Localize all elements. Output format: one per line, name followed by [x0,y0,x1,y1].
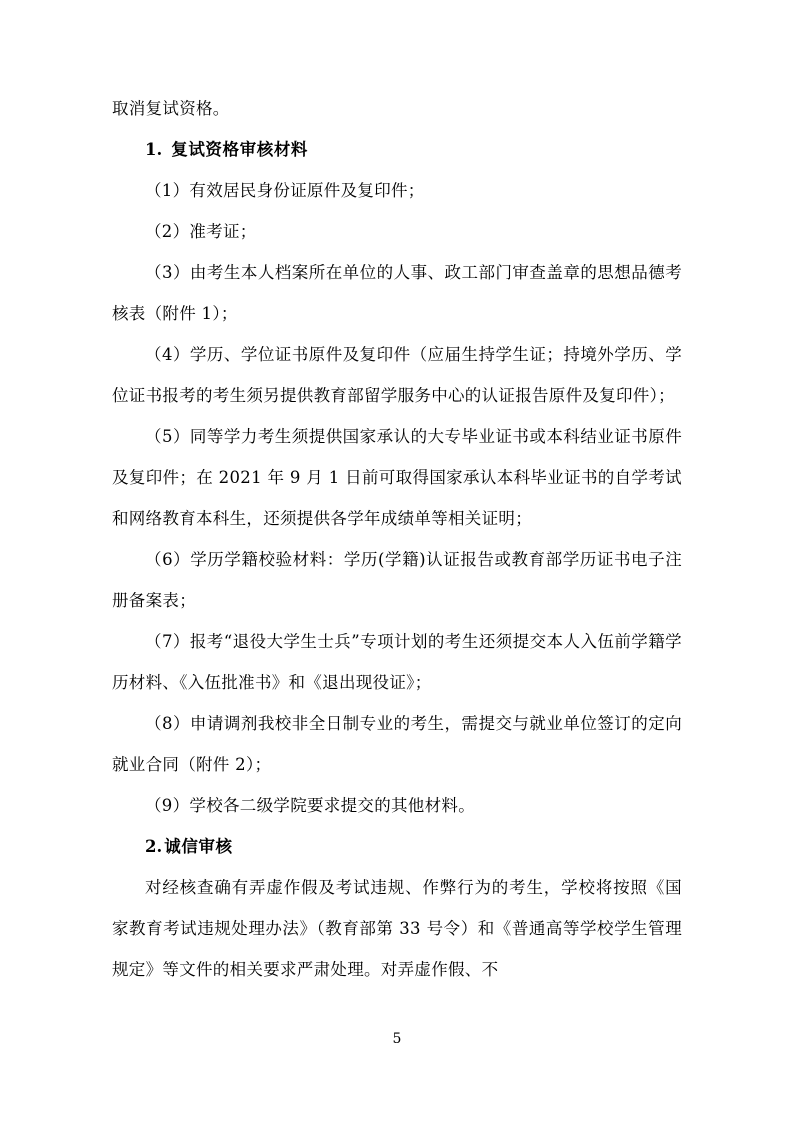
section-heading-1 [112,129,682,170]
list-item-5: （5）同等学力考生须提供国家承认的大专毕业证书或本科结业证书原件及复印件；在 2021 年 9 月 1 日前可取得国家承认本科毕业证书的自学考试和网络教育本科生，还须提供各学年成绩单等相关证明； [112,427,682,528]
paragraph-integrity-review: 对经核查确有弄虚作假及考试违规、作弊行为的考生，学校将按照《国家教育考试违规处理办法》（教育部第 33 号令）和《普通高等学校学生管理规定》等文件的相关要求严肃处理。对弄虚作假、不 [112,878,682,979]
list-item-3: （3）由考生本人档案所在单位的人事、政工部门审查盖章的思想品德考核表（附件 1）； [112,263,682,323]
document-body [112,88,682,990]
list-item-7: （7）报考“退役大学生士兵”专项计划的考生还须提交本人入伍前学籍学历材料、《入伍批准书》和《退出现役证》； [112,632,682,692]
section-heading-2-label: 诚信审核 [164,837,233,856]
list-item-2: （2）准考证； [145,222,257,241]
list-item-1: （1）有效居民身份证原件及复印件； [145,181,425,200]
paragraph-opening: 取消复试资格。 [112,99,230,118]
section-heading-2-number: 2. [145,837,163,856]
list-item-8: （8）申请调剂我校非全日制专业的考生，需提交与就业单位签订的定向就业合同（附件 2）； [112,714,682,774]
page-number: 5 [392,1031,402,1047]
list-item-4: （4）学历、学位证书原件及复印件（应届生持学生证；持境外学历、学位证书报考的考生须另提供教育部留学服务中心的认证报告原件及复印件）； [112,345,682,405]
section-heading-1-label: 复试资格审核材料 [171,140,309,159]
section-heading-2 [112,826,682,867]
list-item-6: （6）学历学籍校验材料：学历(学籍)认证报告或教育部学历证书电子注册备案表； [112,550,682,610]
section-heading-1-number: 1. [145,140,163,159]
list-item-9: （9）学校各二级学院要求提交的其他材料。 [145,796,475,815]
